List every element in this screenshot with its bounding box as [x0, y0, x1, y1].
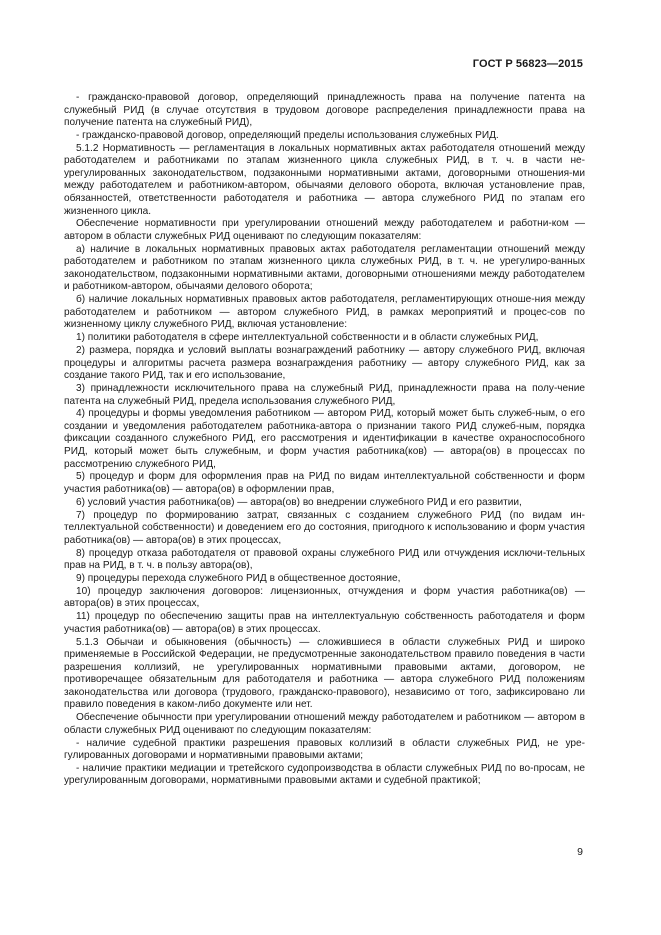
paragraph: 2) размера, порядка и условий выплаты вознаграждений работнику — автору служебного РИД, включая процедуры и алгоритмы расчета размера вознаграждения работнику — автору служебного РИД, как за создание такого РИД, так и его использование, [64, 345, 585, 382]
standard-header: ГОСТ Р 56823—2015 [472, 58, 583, 70]
paragraph: - наличие судебной практики разрешения правовых коллизий в области служебных РИД, не уре-гулированных договорами и нормативными правовыми актами; [64, 737, 585, 762]
paragraph: - гражданско-правовой договор, определяющий пределы использования служебных РИД. [76, 129, 499, 141]
paragraph: а) наличие в локальных нормативных правовых актах работодателя регламентации отношений между работодателем и работником по этапам жизненного цикла служебных РИД, в т. ч. не урегулиро-ванных законодательством, подзаконными нормативными актами, договорными отношениями между работодателем и работником-автором, обычаями делового оборота; [64, 243, 585, 293]
paragraph: 11) процедур по обеспечению защиты прав на интеллектуальную собственность работодателя и форм участия работника(ов) — автора(ов) в этих процессах. [64, 611, 585, 635]
paragraph: 8) процедур отказа работодателя от правовой охраны служебного РИД или отчуждения исключи-тельных прав на РИД, в т. ч. в пользу автора(ов), [64, 547, 585, 572]
paragraph: 5) процедур и форм для оформления прав на РИД по видам интеллектуальной собственности и форм участия работника(ов) — автора(ов) в оформлении прав, [64, 471, 585, 495]
paragraph: - наличие практики медиации и третейского судопроизводства в области служебных РИД по во-просам, не урегулированным договорами, нормативными правовыми актами и судебной практикой; [64, 762, 585, 787]
paragraph: 10) процедур заключения договоров: лицензионных, отчуждения и форм участия работника(ов) — автора(ов) в этих процессах, [64, 585, 585, 610]
paragraph: 9) процедуры перехода служебного РИД в общественное достояние, [76, 572, 401, 584]
document-body [64, 92, 585, 788]
paragraph: 3) принадлежности исключительного права на служебный РИД, принадлежности права на полу-чение патента на служебный РИД, предела использования служебного РИД, [64, 382, 585, 407]
paragraph: - гражданско-правовой договор, определяющий принадлежность права на получение патента на служебный РИД (в случае отсутствия в трудовом договоре распределения принадлежности права на получение патента на служебный РИД), [64, 92, 585, 129]
paragraph: 1) политики работодателя в сфере интеллектуальной собственности и в области служебных РИД, [76, 332, 539, 344]
paragraph: 7) процедур по формированию затрат, связанных с созданием служебного РИД (по видам ин-теллектуальной собственности) и доведением его до состояния, пригодного к использованию и форм участия работника(ов) — автора(ов) в этих процессах, [64, 509, 585, 546]
paragraph: Обеспечение нормативности при урегулировании отношений между работодателем и работни-ком — автором в области служебных РИД оценивают по следующим показателям: [64, 218, 585, 242]
paragraph: 5.1.3 Обычаи и обыкновения (обычность) — сложившиеся в области служебных РИД и широко применяемые в Российской Федерации, не предусмотренные законодательством правило поведения в части разрешения коллизий, не урегулированных нормативными правовыми актами, договором, не противоречащее обязательным для работодателя и работника — автора служебного РИД положениям законодательства или договора (трудового, гражданско-правового), независимо от того, зафиксировано ли правило поведения в каком-либо документе или нет. [64, 636, 585, 711]
paragraph: б) наличие локальных нормативных правовых актов работодателя, регламентирующих отноше-ния между работодателем и работником — автором служебного РИД, в рамках мероприятий и процес-сов по жизненному циклу служебного РИД, включая установление: [64, 294, 585, 331]
paragraph: Обеспечение обычности при урегулировании отношений между работодателем и работником — автором в области служебных РИД оценивают по следующим показателям: [64, 712, 585, 736]
page-number: 9 [577, 846, 583, 858]
paragraph: 4) процедуры и формы уведомления работником — автором РИД, который может быть служеб-ным, о его создании и уведомления работодателем работника-автора о признании такого РИД служеб-ным, порядка фиксации созданного служебного РИД, его рассмотрения и идентификации в качестве охраноспособного РИД, который может быть служебным, и форм участия работника(ков) — автора(ов) в процессах по рассмотрению служебного РИД, [64, 408, 585, 470]
paragraph: 5.1.2 Нормативность — регламентация в локальных нормативных актах работодателя отношений между работодателем и работниками по этапам жизненного цикла служебных РИД, в т. ч. в части не-урегулированных законодательством, подзаконными нормативными актами, договорными отношения-ми между работодателем и работником-автором, обычаями делового оборота, включая установление прав, обязанностей, ответственности работодателя и работника — автора служебного РИД по этапам его жизненного цикла. [64, 142, 585, 217]
paragraph: 6) условий участия работника(ов) — автора(ов) во внедрении служебного РИД и его развитии, [76, 496, 522, 508]
